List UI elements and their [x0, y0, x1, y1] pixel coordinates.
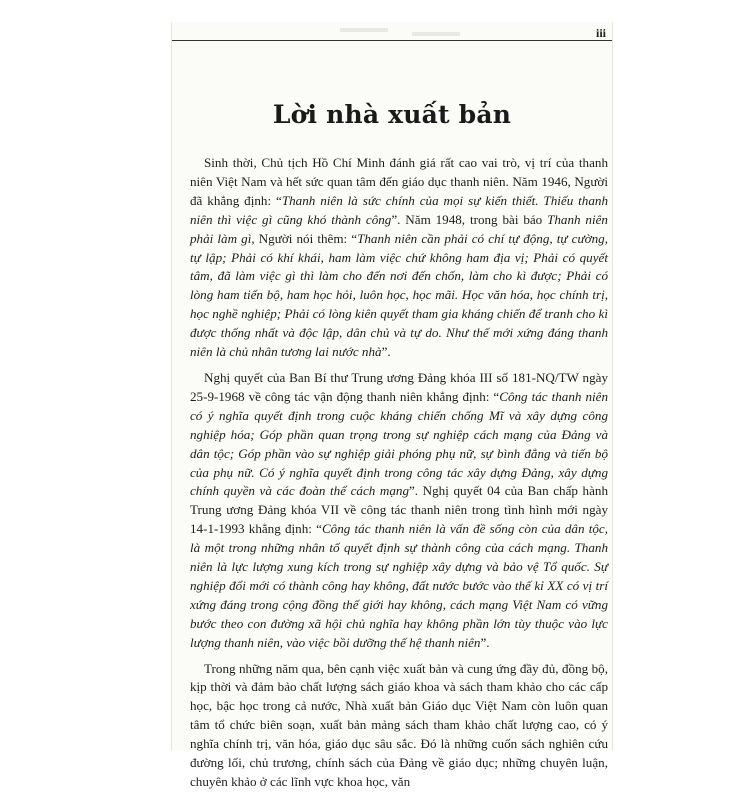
page-title: Lời nhà xuất bản — [272, 100, 512, 129]
italic-quote: Thanh niên cần phải có chí tự động, tự cường, tự lập; Phải có khí khái, ham làm việc chứ không ham địa vị; Phải có quyết tâm, đã làm việc gì thì làm cho đến nơi đến chốn, làm cho kì được; Phải có lòng ham tiến bộ, ham học hỏi, luôn học, học mãi. Học văn hóa, học chính trị, học nghề nghiệp; Phải có lòng kiên quyết tham gia kháng chiến để tranh cho kì được thống nhất và độc lập, dân chủ và tự do. Như thế mới xứng đáng thanh niên là chủ nhân tương lai nước nhà — [190, 230, 608, 360]
scan-smudge — [412, 32, 460, 36]
text-segment: ”. Nghị quyết 04 của Ban chấp hành Trung ương Đảng khóa VII về công tác thanh niên trong tình hình mới ngày 14-1-1993 khẳng định: “ — [190, 483, 608, 537]
italic-quote: Thanh niên là sức chính của mọi sự kiến thiết. Thiếu thanh niên thì việc gì cũng khó thành công — [190, 192, 608, 227]
paragraph-3 — [190, 660, 608, 792]
italic-quote: Công tác thanh niên có ý nghĩa quyết định trong cuộc kháng chiến chống Mĩ và xây dựng công nghiệp hóa; Góp phần quan trọng trong sự nghiệp cách mạng của Đảng và dân tộc; Góp phần vào sự nghiệp giải phóng phụ nữ, sự bình đẳng và tiến bộ của phụ nữ. Có ý nghĩa quyết định trong công tác xây dựng Đảng, xây dựng chính quyền và các đoàn thể cách mạng — [190, 388, 608, 499]
text-segment: Trong những năm qua, bên cạnh việc xuất bản và cung ứng đầy đủ, đồng bộ, kịp thời và đảm bảo chất lượng sách giáo khoa và sách tham khảo cho các cấp học, bậc học trong cả nước, Nhà xuất bản Giáo dục Việt Nam còn luôn quan tâm tổ chức biên soạn, xuất bản mảng sách tham khảo chất lượng cao, có ý nghĩa chính trị, văn hóa, giáo dục sâu sắc. Đó là những cuốn sách nghiên cứu đường lối, chủ trương, chính sách của Đảng về giáo dục; những chuyên luận, chuyên khảo ở các lĩnh vực khoa học, văn — [190, 660, 608, 789]
book-page — [172, 22, 612, 789]
text-segment: Nghị quyết của Ban Bí thư Trung ương Đảng khóa III số 181-NQ/TW ngày 25-9-1968 về công tác vận động thanh niên khẳng định: “ — [190, 369, 608, 404]
paragraph-1 — [190, 154, 608, 362]
text-segment: ”. — [480, 634, 490, 650]
paragraph-2 — [190, 369, 608, 653]
italic-quote: Công tác thanh niên là vấn đề sống còn của dân tộc, là một trong những nhân tố quyết định sự thành công của cách mạng. Thanh niên là lực lượng xung kích trong sự nghiệp xây dựng và bảo vệ Tổ quốc. Sự nghiệp đổi mới có thành công hay không, đất nước bước vào thế kỉ XX có vị trí xứng đáng trong cộng đồng thế giới hay không, cách mạng Việt Nam có vững bước theo con đường xã hội chủ nghĩa hay không phần lớn tùy thuộc vào lực lượng thanh niên, vào việc bồi dưỡng thế hệ thanh niên — [190, 521, 608, 650]
text-segment: ”. Năm 1948, trong bài báo — [391, 211, 548, 227]
text-segment: Sinh thời, Chủ tịch Hồ Chí Minh đánh giá rất cao vai trò, vị trí của thanh niên Việt Nam và hết sức quan tâm đến giáo dục thanh niên. Năm 1946, Người đã khẳng định: “ — [190, 155, 608, 208]
italic-title: Thanh niên phải làm gì — [190, 211, 608, 246]
page-number: iii — [595, 26, 606, 40]
header-rule — [172, 40, 612, 41]
text-segment: , Người nói thêm: “ — [251, 230, 358, 246]
scan-smudge — [340, 28, 388, 32]
body-text — [190, 154, 608, 799]
text-segment: ”. — [381, 344, 391, 360]
